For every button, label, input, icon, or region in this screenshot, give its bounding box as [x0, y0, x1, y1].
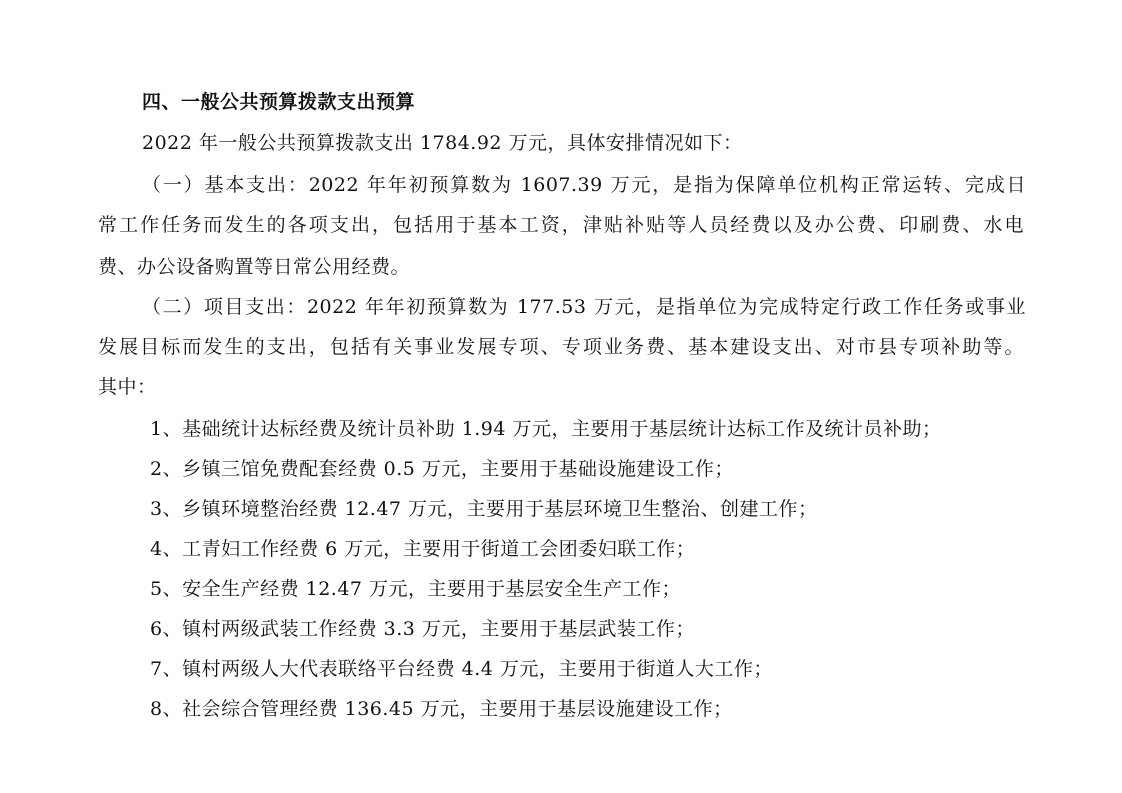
- list-item: 8、社会综合管理经费 136.45 万元，主要用于基层设施建设工作；: [150, 698, 733, 720]
- list-item: 1、基础统计达标经费及统计员补助 1.94 万元，主要用于基层统计达标工作及统计员补助；: [150, 418, 942, 440]
- project-expenditure-line-3: 其中：: [98, 376, 157, 398]
- project-expenditure-line-2: 发展目标而发生的支出，包括有关事业发展专项、专项业务费、基本建设支出、对市县专项补助等。: [98, 336, 1024, 358]
- basic-expenditure-line-1: （一）基本支出：2022 年年初预算数为 1607.39 万元，是指为保障单位机构正常运转、完成日: [142, 174, 1026, 196]
- basic-expenditure-line-2: 常工作任务而发生的各项支出，包括用于基本工资，津贴补贴等人员经费以及办公费、印刷费、水电: [98, 214, 1024, 236]
- list-item: 3、乡镇环境整治经费 12.47 万元，主要用于基层环境卫生整治、创建工作；: [150, 498, 818, 520]
- list-item: 2、乡镇三馆免费配套经费 0.5 万元，主要用于基础设施建设工作；: [150, 458, 734, 480]
- project-expenditure-line-1: （二）项目支出：2022 年年初预算数为 177.53 万元，是指单位为完成特定行政工作任务或事业: [142, 296, 1026, 318]
- list-item: 4、工青妇工作经费 6 万元，主要用于街道工会团委妇联工作；: [150, 538, 696, 560]
- intro-paragraph: 2022 年一般公共预算拨款支出 1784.92 万元，具体安排情况如下：: [142, 132, 743, 154]
- basic-expenditure-line-3: 费、办公设备购置等日常公用经费。: [98, 256, 411, 278]
- list-item: 7、镇村两级人大代表联络平台经费 4.4 万元，主要用于街道人大工作；: [150, 658, 773, 680]
- list-item: 6、镇村两级武装工作经费 3.3 万元，主要用于基层武装工作；: [150, 618, 695, 640]
- section-heading: 四、一般公共预算拨款支出预算: [142, 91, 416, 113]
- list-item: 5、安全生产经费 12.47 万元，主要用于基层安全生产工作；: [150, 578, 682, 600]
